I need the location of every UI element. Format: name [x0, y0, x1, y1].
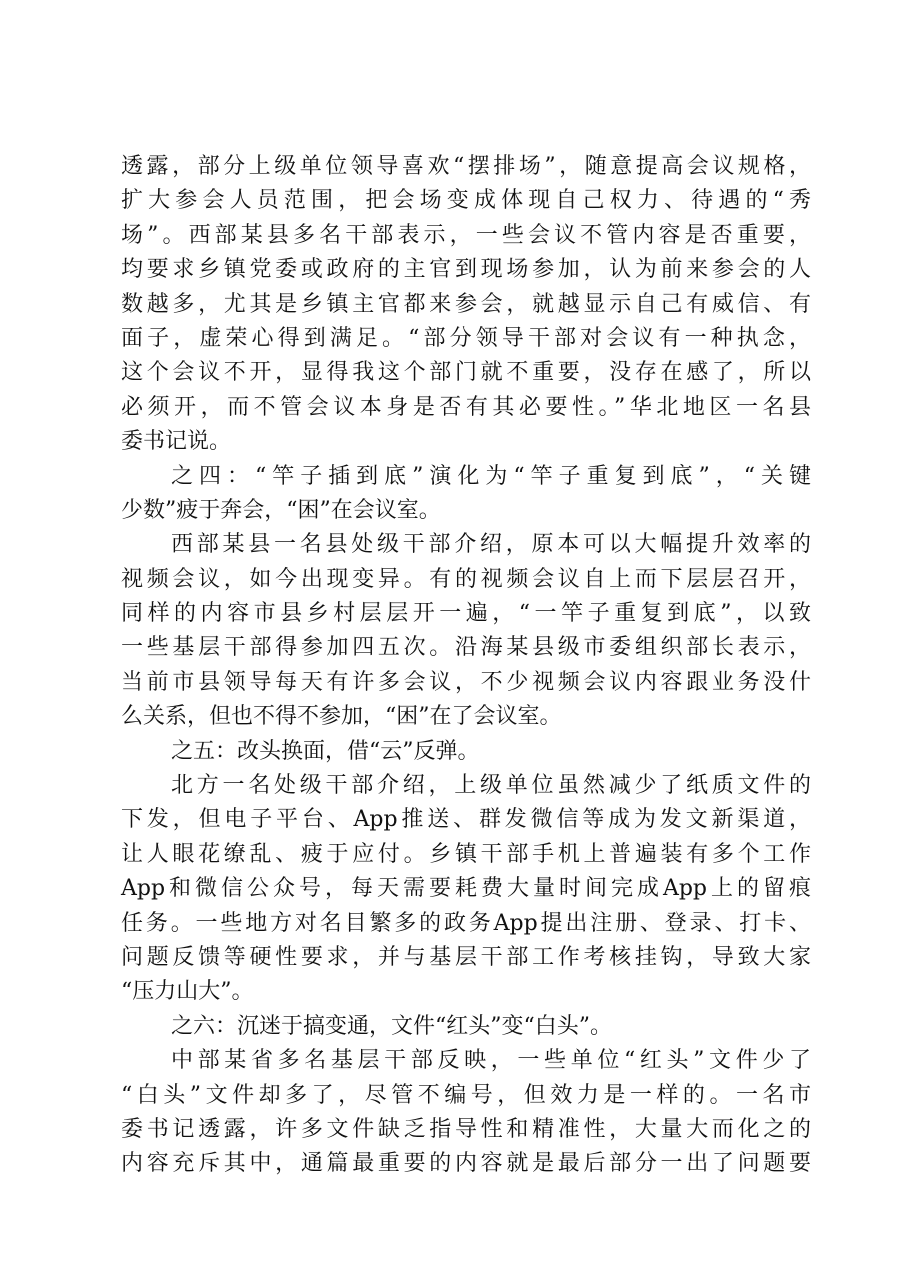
text-line: 数越多，尤其是乡镇主官都来参会，就越显示自己有威信、有	[121, 291, 811, 317]
text-line: 么关系，但也不得不参加，“困”在了会议室。	[121, 704, 562, 730]
text-line: “白头”文件却多了，尽管不编号，但效力是一样的。一名市	[121, 1082, 811, 1108]
text-line: 面子，虚荣心得到满足。“部分领导干部对会议有一种执念，	[121, 325, 811, 351]
text-line: App和微信公众号，每天需要耗费大量时间完成App上的留痕	[121, 876, 811, 902]
text-line: 中部某省多名基层干部反映，一些单位“红头”文件少了	[171, 1048, 811, 1074]
text-line: 让人眼花缭乱、疲于应付。乡镇干部手机上普遍装有多个工作	[121, 841, 811, 867]
text-line: 这个会议不开，显得我这个部门就不重要，没存在感了，所以	[121, 360, 811, 386]
text-line: 同样的内容市县乡村层层开一遍，“一竿子重复到底”，以致	[121, 601, 811, 627]
text-line: 当前市县领导每天有许多会议，不少视频会议内容跟业务没什	[121, 669, 811, 695]
text-line: “压力山大”。	[121, 979, 254, 1005]
text-line: 之六：沉迷于搞变通，文件“红头”变“白头”。	[171, 1013, 612, 1039]
text-line: 均要求乡镇党委或政府的主官到现场参加，认为前来参会的人	[121, 257, 811, 283]
text-line: 必须开，而不管会议本身是否有其必要性。”华北地区一名县	[121, 394, 811, 420]
text-line: 扩大参会人员范围，把会场变成体现自己权力、待遇的“秀	[121, 188, 811, 214]
text-line: 一些基层干部得参加四五次。沿海某县级市委组织部长表示，	[121, 635, 811, 661]
text-line: 视频会议，如今出现变异。有的视频会议自上而下层层召开，	[121, 566, 811, 592]
text-line: 之四：“竿子插到底”演化为“竿子重复到底”，“关键	[171, 463, 811, 489]
text-line: 少数”疲于奔会，“困”在会议室。	[121, 497, 441, 523]
text-line: 透露，部分上级单位领导喜欢“摆排场”，随意提高会议规格，	[121, 154, 811, 179]
text-line: 西部某县一名县处级干部介绍，原本可以大幅提升效率的	[171, 532, 811, 558]
text-line: 场”。西部某县多名干部表示，一些会议不管内容是否重要，	[121, 222, 811, 248]
text-line: 委书记说。	[121, 429, 232, 455]
text-line: 之五：改头换面，借“云”反弹。	[171, 738, 480, 764]
text-line: 问题反馈等硬性要求，并与基层干部工作考核挂钩，导致大家	[121, 944, 811, 970]
text-line: 委书记透露，许多文件缺乏指导性和精准性，大量大而化之的	[121, 1116, 811, 1142]
text-line: 下发，但电子平台、App推送、群发微信等成为发文新渠道，	[121, 807, 811, 833]
body-text	[121, 150, 811, 1182]
text-line: 内容充斥其中，通篇最重要的内容就是最后部分一出了问题要	[121, 1151, 811, 1177]
text-line: 任务。一些地方对名目繁多的政务App提出注册、登录、打卡、	[121, 910, 811, 936]
text-line: 北方一名处级干部介绍，上级单位虽然减少了纸质文件的	[171, 773, 811, 799]
